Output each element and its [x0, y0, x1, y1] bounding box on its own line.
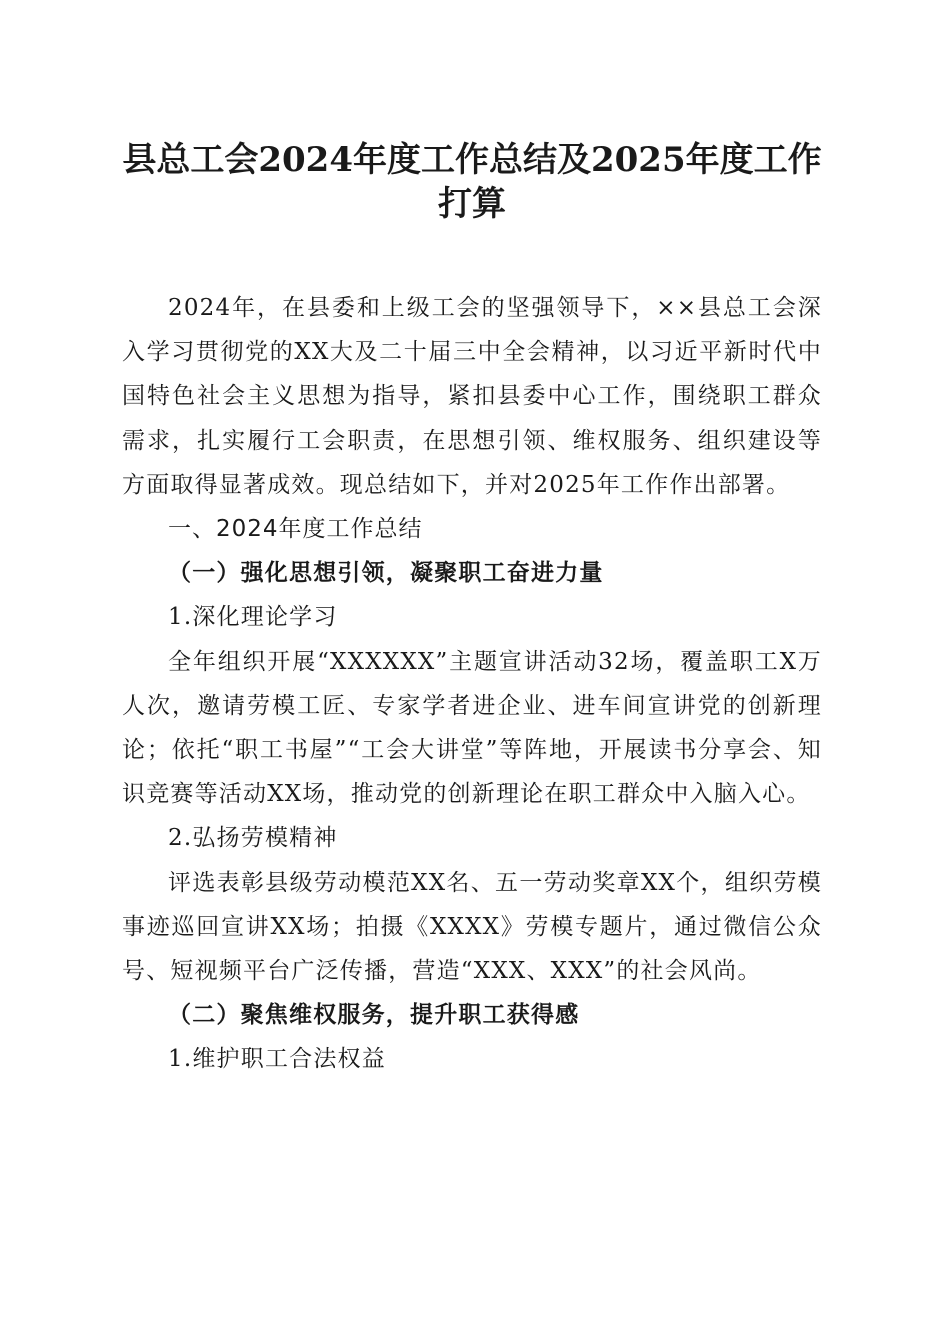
subsection-heading-rights-text: （二）聚焦维权服务，提升职工获得感	[168, 1001, 580, 1029]
model-worker-paragraph: 评选表彰县级劳动模范XX名、五一劳动奖章XX个，组织劳模事迹巡回宣讲XX场；拍摄《XXXX》劳模专题片，通过微信公众号、短视频平台广泛传播，营造“XXX、XXX”的社会风尚。	[122, 869, 822, 985]
intro-paragraph: 2024年，在县委和上级工会的坚强领导下，××县总工会深入学习贯彻党的XX大及二十届三中全会精神，以习近平新时代中国特色社会主义思想为指导，紧扣县委中心工作，围绕职工群众需求，扎实履行工会职责，在思想引领、维权服务、组织建设等方面取得显著成效。现总结如下，并对2025年工作作出部署。	[122, 295, 822, 498]
item-heading-model-worker: 2.弘扬劳模精神	[168, 825, 338, 852]
item-heading-theory-study: 1.深化理论学习	[168, 604, 338, 631]
item-heading-legal-rights: 1.维护职工合法权益	[168, 1046, 386, 1073]
subsection-heading-ideology-text: （一）强化思想引领，凝聚职工奋进力量	[168, 559, 604, 587]
subsection-heading-ideology	[122, 551, 822, 595]
subsection-heading-rights	[122, 993, 822, 1037]
document-title: 县总工会2024年度工作总结及2025年度工作打算	[122, 140, 822, 224]
theory-study-paragraph: 全年组织开展“XXXXXX”主题宣讲活动32场，覆盖职工X万人次，邀请劳模工匠、专家学者进企业、进车间宣讲党的创新理论；依托“职工书屋”“工会大讲堂”等阵地，开展读书分享会、知识竞赛等活动XX场，推动党的创新理论在职工群众中入脑入心。	[122, 648, 822, 808]
section-heading-summary: 一、2024年度工作总结	[168, 516, 423, 543]
document-body	[122, 286, 822, 1082]
